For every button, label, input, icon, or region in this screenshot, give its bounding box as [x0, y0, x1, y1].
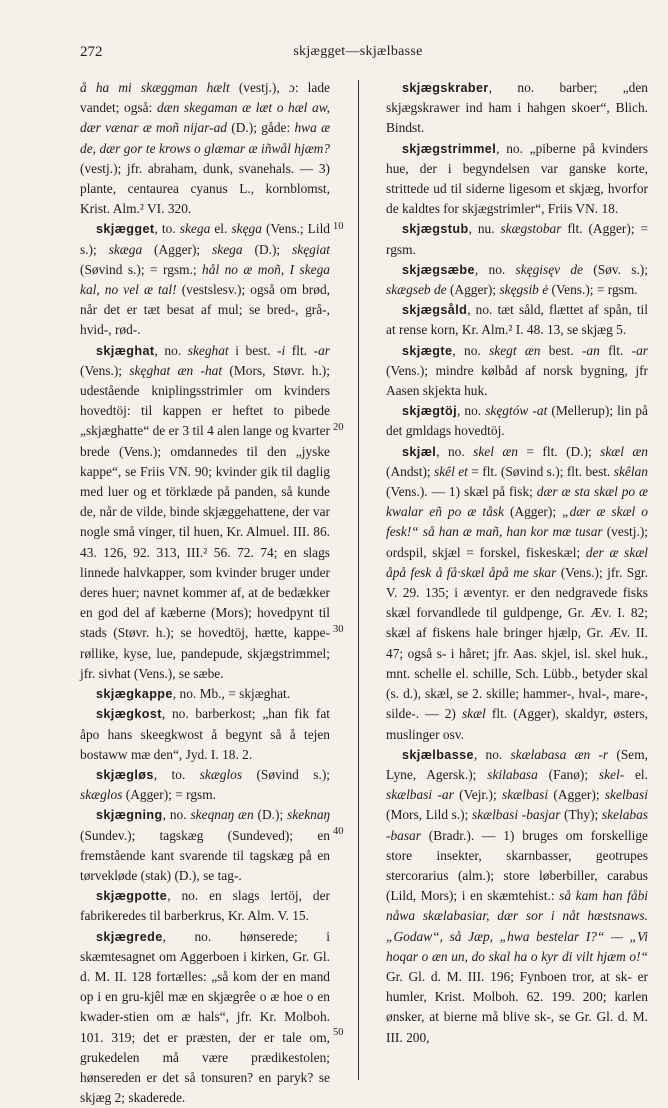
entry-text: (Fanø);: [537, 766, 599, 782]
entry-text: = flt. (Søvind s.); flt. best.: [467, 463, 614, 479]
column-divider: [358, 80, 359, 1080]
dictionary-entry-skjægkost: [80, 704, 330, 765]
entry-text: (Andst);: [386, 463, 435, 479]
italic-text: skęghat æn -hat: [129, 362, 223, 378]
headword: skjægning: [96, 808, 163, 823]
dictionary-entry-skjæghat: [80, 341, 330, 684]
dictionary-entry-skjælbasse: [386, 745, 648, 1048]
dictionary-entry-skjægsåld: [386, 300, 648, 340]
dictionary-entry-skjægpotte: [80, 886, 330, 926]
headword: skjægkappe: [96, 687, 173, 702]
italic-text: „dær æ skæl o fesk!“ så han æ mañ, han kor mæ tusar: [386, 504, 648, 540]
italic-text: dær æ sta skæl po æ kwalar eñ po æ tåsk: [386, 484, 648, 520]
entry-text: , no. „piberne på kvinders hue, der i begyndelsen var ganske korte, strittede ud til siderne ligesom et skjæg, hvorfor de kaldtes for skjægstrimler“, Friis VN. 18.: [386, 140, 648, 217]
headword: skjæl: [402, 444, 437, 459]
left-column: [80, 78, 330, 1108]
entry-text: (Agger);: [548, 787, 605, 803]
headword: skjægkost: [96, 707, 162, 722]
entry-text: , no. Mb., = skjæghat.: [172, 686, 291, 702]
italic-text: skega: [212, 241, 243, 257]
right-column: [386, 78, 648, 1048]
line-number: 30: [333, 624, 344, 635]
italic-text: hwa æ de, dær gor te krows o glæmar æ iñwål hjæm?: [80, 120, 331, 156]
italic-text: skelbasi: [604, 787, 648, 803]
headword: skjægtöj: [402, 404, 457, 419]
italic-text: skæga: [108, 241, 143, 257]
dictionary-entry-skjæl: [386, 442, 648, 745]
italic-text: i: [281, 342, 286, 358]
line-number: 50: [333, 1027, 344, 1038]
entry-text: , no.: [474, 261, 516, 277]
headword: skjæghat: [96, 343, 155, 358]
entry-text: , no.: [162, 807, 191, 823]
entry-text: (Vens.); mindre kølbåd af norsk bygning, jfr Aasen skjekta huk.: [386, 362, 648, 399]
entry-text: (D.);: [242, 241, 293, 257]
entry-text: flt. (Agger); = rgsm.: [386, 221, 648, 257]
headword: skjægget: [96, 222, 155, 237]
italic-text: skęga: [231, 221, 262, 237]
italic-text: skeknaŋ: [287, 807, 330, 823]
entry-text: i best. -: [228, 342, 282, 358]
italic-text: skæl æn: [600, 443, 649, 459]
entry-text: , to.: [153, 766, 200, 782]
italic-text: skægstobar: [500, 221, 562, 237]
entry-text: best. -: [540, 342, 587, 358]
dictionary-entry-skjægtöj: [386, 401, 648, 441]
entry-text: , no. hønserede; i skæmtesagnet om Aggerboen i kirken, Gr. Gl. d. M. II. 128 fortælles: „så kom der en mand op i en gru-kjêl mæ en skjægrêe o æ hoe o en kwader-stien om æ hals“, jfr. Kr. Molboh. 101. 319; det er præsten, der er tale om, grukedelen må være prædikestolen; hønsereden er det så tonsuren? en paryk? se skjæg 2; skaderede.: [80, 928, 330, 1106]
entry-text: (Søv. s.);: [582, 261, 648, 277]
entry-text: Gr. Gl. d. M. III. 196; Fynboen tror, at sk- er humler, Krist. Molboh. 62. 199. 200; karlen ønsker, at bierne må blive sk-, se Gr. Gl. d. M. III. 200,: [386, 968, 648, 1045]
italic-text: skælbasi: [501, 787, 549, 803]
dictionary-entry-skjægløs: [80, 765, 330, 805]
entry-text: (Sem, Lyne, Agersk.);: [386, 746, 648, 782]
dictionary-entry-skjægte: [386, 341, 648, 402]
italic-text: å ha mi skæggman hælt: [80, 80, 230, 95]
italic-text: ar: [636, 342, 648, 358]
headword: skjægsæbe: [402, 262, 475, 277]
entry-text: (Mellerup); lin på det gmldags hovedtöj.: [386, 403, 648, 439]
italic-text: skęgisęv de: [515, 261, 583, 277]
line-number: 10: [333, 221, 344, 232]
entry-text: = flt. (D.);: [518, 443, 601, 459]
italic-text: dæn skegaman æ læt o hæl aw, dær vænar æ moñ nijar-ad: [80, 100, 330, 136]
entry-text: (vestj.); ordspil, skjæl = forskel, fiskeskæl;: [386, 524, 648, 560]
italic-text: skæl: [461, 706, 486, 722]
entry-text: (D.);: [253, 807, 288, 823]
entry-text: , no.: [456, 403, 486, 419]
page-header: [80, 44, 636, 66]
dictionary-entry-skjægrede: [80, 927, 330, 1108]
entry-text: flt. (Agger), skaldyr, østers, muslinger osv.: [386, 706, 649, 742]
running-head: skjægget—skjælbasse: [293, 44, 423, 59]
headword: skjægskraber: [402, 81, 489, 95]
dictionary-entry-skjægkappe: [80, 684, 330, 704]
entry-text: (vestslesv.); også om brød, når det er tæt besat af mul; se bred-, grå-, hvid-, rød-.: [80, 282, 330, 338]
italic-text: an: [586, 342, 600, 358]
italic-text: der æ skæl åpå fesk å få·skæl åpå me skar: [386, 544, 648, 580]
entry-text: , nu.: [468, 221, 501, 237]
italic-text: skęgiat: [292, 241, 330, 257]
dictionary-entry-skjægstub: [386, 219, 648, 259]
dictionary-entry-skjægning: [80, 805, 330, 886]
headword: skjægte: [402, 343, 453, 358]
italic-text: skegt æn: [489, 342, 541, 358]
dictionary-entry-skjægskraber: [386, 78, 648, 139]
italic-text: så kam han fåbi nåwa skælabasiar, dær sor i nåt hæstsnaws. „Godaw“, så Jæp, „hwa bestelar I?“ — „Vi hoqar o æn un, do skal ha o kyr di vilt hjæm o!“: [386, 888, 648, 964]
entry-text: (Vens.);: [80, 362, 130, 378]
italic-text: skel-: [598, 766, 625, 782]
entry-text: , no.: [436, 443, 474, 459]
entry-text: (Bradr.). — 1) bruges om forskellige store insekter, skarnbasser, geotrupes stercorarius (alm.); store løberbiller, carabus (Lild, Mors); i en skæmtehist.:: [386, 827, 648, 904]
italic-text: ar: [318, 342, 331, 358]
entry-text: , no. barberkost; „han fik fat åpo hans skeegkwost å begynt så å tejen bostaww mæ den“, Jyd. I. 18. 2.: [80, 706, 330, 762]
italic-text: skęgsib ė: [499, 282, 549, 298]
entry-text: (Mors, Støvr. h.); udestående kniplingsstrimler om kvinders hovedtöj: til kappen er heftet to pibede „skjæghatte“ de er 3 til 4 alen lange og kvarter brede (Vens.); omdannedes til den „jyske kappe“, se Friis VN. 90; kvinder gik til daglig med luer og et törklæde på panden, så kunde de, når de vilde, binde skjæggehattene, der var nogle små vinger, til huen, Kr. Almuel. III. 86. 43. 126, 92. 313, III.² 56. 72. 74; en slags linnede halvkapper, som kvinder bruger under deres huer; navnet kommer af, at de bedækker en god del af kæberne (Mors); hovedpynt til stads (Støvr. h.); se hovedtöj, hætte, kappe-røllike, kyse, lue, pandepude, skjægstrimmel; jfr. sivhat (Vens.), se sæbe.: [80, 362, 330, 681]
entry-text: el.: [624, 766, 649, 782]
italic-text: skælabasa æn -r: [510, 746, 609, 762]
entry-text: el.: [210, 221, 232, 237]
italic-text: skægseb de: [386, 282, 447, 298]
entry-text: (vestj.); jfr. abraham, dunk, svanehals. — 3) plante, centaurea cyanus L., kornblomst, Krist. Alm.² VI. 320.: [80, 160, 330, 217]
italic-text: skeqnaŋ æn: [190, 807, 254, 823]
entry-text: , no. barber; „den skjægskrawer ind ham i hahgen skoer“, Blich. Bindst.: [386, 80, 648, 136]
entry-text: (Vejr.);: [453, 787, 502, 803]
italic-text: skælbasi -basjar: [471, 807, 561, 823]
italic-text: skel æn: [473, 443, 519, 459]
entry-text: (Agger);: [503, 504, 563, 520]
dictionary-entry-continuation: [80, 78, 330, 219]
headword: skjægstub: [402, 222, 469, 237]
italic-text: skæglos: [199, 766, 243, 782]
entry-text: , no. tæt såld, flættet af spån, til at rense korn, Kr. Alm.² I. 48. 13, se skjæg 5.: [386, 302, 648, 338]
headword: skjægpotte: [96, 889, 168, 904]
italic-text: skega: [179, 221, 211, 237]
entry-text: (Sundev.); tagskæg (Sundeved); en fremstående kant svarende til tagskæg på en tørvekløde (stak) (D.), se tag-.: [80, 827, 330, 883]
dictionary-entry-skjægstrimmel: [386, 139, 648, 220]
entry-text: , to.: [154, 221, 180, 237]
entry-text: (D.); gåde:: [227, 120, 295, 136]
entry-text: (Søvind s.);: [242, 766, 330, 782]
page-number: 272: [80, 44, 103, 60]
headword: skjægløs: [96, 767, 154, 782]
line-number: 40: [333, 826, 344, 837]
italic-text: skælbasi -ar: [386, 787, 454, 803]
entry-text: , no.: [154, 342, 188, 358]
dictionary-entry-skjægsæbe: [386, 260, 648, 300]
entry-text: (Mors, Lild s.);: [386, 807, 472, 823]
headword: skjælbasse: [402, 747, 474, 762]
italic-text: skeghat: [187, 342, 229, 358]
line-number: 20: [333, 422, 344, 433]
entry-text: flt. -: [599, 342, 637, 358]
entry-text: (Vens.; Lild s.);: [80, 221, 330, 257]
italic-text: skêlan: [613, 463, 648, 479]
italic-text: hål no æ moñ, I skega kal, no vel æ tal!: [80, 261, 330, 298]
headword: skjægrede: [96, 929, 163, 944]
entry-text: (Agger); = rgsm.: [122, 787, 217, 803]
dictionary-entry-skjægget: [80, 219, 330, 340]
entry-text: flt. -: [285, 342, 319, 358]
entry-text: (Thy);: [560, 807, 602, 823]
italic-text: skilabasa: [487, 766, 538, 782]
headword: skjægsåld: [402, 303, 468, 318]
entry-text: , no.: [452, 342, 490, 358]
entry-text: , no. en slags lertöj, der fabrikeredes til barberkrus, Kr. Alm. V. 15.: [80, 888, 330, 924]
entry-text: , no.: [473, 746, 511, 762]
entry-text: (Agger);: [142, 241, 213, 257]
italic-text: skæglos: [80, 787, 123, 803]
italic-text: skęgtów -at: [485, 403, 548, 419]
italic-text: skêl et: [434, 463, 468, 479]
headword: skjægstrimmel: [402, 141, 497, 156]
entry-text: (Vens.); jfr. Sgr. V. 29. 135; i æventyr. er den nedgravede fisks skæl forvandlede til guldpenge, Gr. Æv. I. 82; skæl af fiskens hale bringer hjælp, Gr. Æv. II. 47; også s- i håret; jfr. Aas. skjel, isl. skel huk., mnt. schelle el. schille, Sch. Lübb., betyder skal (s. d.), skæl, se 2. skille; hammer-, hval-, mare-, silde-. — 2): [386, 564, 648, 722]
entry-text: (Vens.); = rgsm.: [548, 282, 638, 298]
entry-text: (vestj.), ɔ: lade vandet; også:: [80, 80, 330, 116]
entry-text: (Søvind s.); = rgsm.;: [80, 261, 203, 277]
entry-text: (Vens.). — 1) skæl på fisk;: [386, 484, 537, 500]
italic-text: skelabas -basar: [386, 807, 648, 843]
entry-text: (Agger);: [446, 282, 500, 298]
